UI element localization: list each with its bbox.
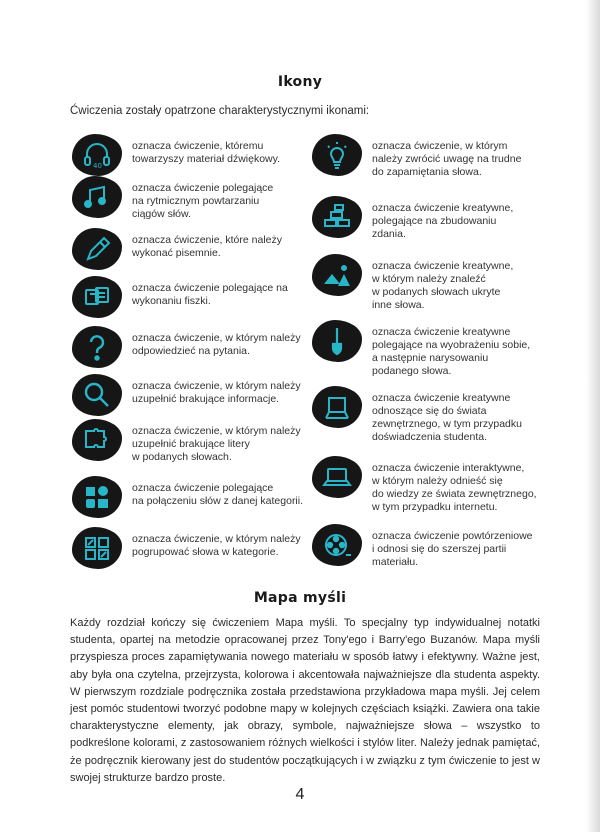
- icon-item-headphones: [72, 134, 280, 176]
- icon-description: oznacza ćwiczenie, w którym należy uzupełnić brakujące informacje.: [132, 380, 301, 405]
- shapes-icon: [72, 476, 122, 518]
- film-reel-icon: [312, 524, 362, 566]
- icon-description: oznacza ćwiczenie polegające na wykonaniu fiszki.: [132, 282, 288, 307]
- music-notes-icon: [72, 176, 122, 218]
- icon-description: oznacza ćwiczenie kreatywne, polegające na zbudowaniu zdania.: [372, 202, 514, 240]
- icon-item-shapes: [72, 476, 303, 518]
- arrows-grid-icon: [72, 527, 122, 569]
- hidden-words-icon: [312, 254, 362, 296]
- svg-text:40: 40: [93, 162, 102, 170]
- page-number: 4: [295, 786, 305, 803]
- icon-description: oznacza ćwiczenie, w którym należy pogrupować słowa w kategorie.: [132, 533, 301, 558]
- icon-item-music: [72, 176, 273, 221]
- section-title-ikony: Ikony: [277, 74, 323, 90]
- icon-description: oznacza ćwiczenie interaktywne, w którym należy odnieść się do wiedzy ze świata zewnętrznego, w tym przypadku internetu.: [372, 462, 537, 513]
- body-paragraph: Każdy rozdział kończy się ćwiczeniem Mapa myśli. To specjalny typ indywidualnej notatki studenta, opartej na metodzie opracowanej przez Tony'ego i Barry'ego Buzanów. Mapa myśli przyspiesza proces zapamiętywania nowego materiału w sposób łatwy i efektywny. Ważne jest, aby była ona czytelna, przejrzysta, kolorowa i akcentowała najważniejsze dla studenta aspekty. W pierwszym rozdziale podręcznika została przedstawiona przykładowa mapa myśli. Jej celem jest pomóc studentowi tworzyć podobne mapy w kolejnych częściach książki. Zawiera ona takie charakterystyczne elementy, jak obrazy, symbole, najważniejsze słowa – wszystko to podkreślone kolorami, z zastosowaniem różnych wielkości i stylów liter. Należy jednak pamiętać, że podręcznik kierowany jest do studentów początkujących i w związku z tym ćwiczenie to jest w swojej strukturze bardzo proste.: [70, 617, 540, 784]
- icon-description: oznacza ćwiczenie kreatywne odnoszące się do świata zewnętrznego, w tym przypadku doświadczenia studenta.: [372, 392, 522, 443]
- icon-item-pencil: [72, 228, 282, 270]
- laptop-icon: [312, 456, 362, 498]
- pencil-icon: [72, 228, 122, 270]
- icon-description: oznacza ćwiczenie, w którym należy uzupełnić brakujące litery w podanych słowach.: [132, 425, 301, 463]
- frame-icon: [312, 386, 362, 428]
- paintbrush-icon: [312, 320, 362, 362]
- icon-item-arrows: [72, 527, 301, 569]
- icon-item-magnifier: [72, 374, 301, 416]
- icon-description: oznacza ćwiczenie kreatywne polegające na wyobrażeniu sobie, a następnie narysowaniu podanego słowa.: [372, 326, 531, 377]
- section-title-mapa-mysli: Mapa myśli: [253, 590, 347, 606]
- intro-text: Ćwiczenia zostały opatrzone charakterystycznymi ikonami:: [70, 105, 370, 117]
- icon-description: oznacza ćwiczenie, w którym należy zwrócić uwagę na trudne do zapamiętania słowa.: [372, 140, 522, 178]
- icon-item-hidden-words: [312, 254, 513, 312]
- page-edge-shadow: [586, 0, 600, 832]
- headphones-icon: [72, 134, 122, 176]
- lightbulb-icon: [312, 134, 362, 176]
- puzzle-icon: [72, 419, 122, 461]
- icon-item-bricks: [312, 196, 513, 241]
- icon-description: oznacza ćwiczenie powtórzeniowe i odnosi się do szerszej partii materiału.: [372, 530, 533, 568]
- icon-item-frame: [312, 386, 522, 444]
- icon-item-puzzle: [72, 419, 301, 464]
- icon-item-question: [72, 326, 301, 368]
- icon-item-lightbulb: [312, 134, 521, 179]
- icon-item-paintbrush: [312, 320, 530, 378]
- icon-item-laptop: [312, 456, 537, 514]
- question-mark-icon: [72, 326, 122, 368]
- icon-description: oznacza ćwiczenie, któremu towarzyszy materiał dźwiękowy.: [132, 140, 281, 165]
- bricks-icon: [312, 196, 362, 238]
- magnifier-icon: [72, 374, 122, 416]
- icon-description: oznacza ćwiczenie, w którym należy odpowiedzieć na pytania.: [132, 332, 301, 357]
- icon-description: oznacza ćwiczenie, które należy wykonać pisemnie.: [132, 234, 282, 259]
- icon-description: oznacza ćwiczenie kreatywne, w którym należy znaleźć w podanych słowach ukryte inne słowa.: [372, 260, 514, 311]
- icon-item-film-reel: [312, 524, 533, 569]
- icon-description: oznacza ćwiczenie polegające na rytmicznym powtarzaniu ciągów słów.: [132, 182, 274, 220]
- icon-item-flashcards: [72, 276, 288, 318]
- icon-description: oznacza ćwiczenie polegające na połączeniu słów z danej kategorii.: [132, 482, 304, 507]
- flashcards-icon: [72, 276, 122, 318]
